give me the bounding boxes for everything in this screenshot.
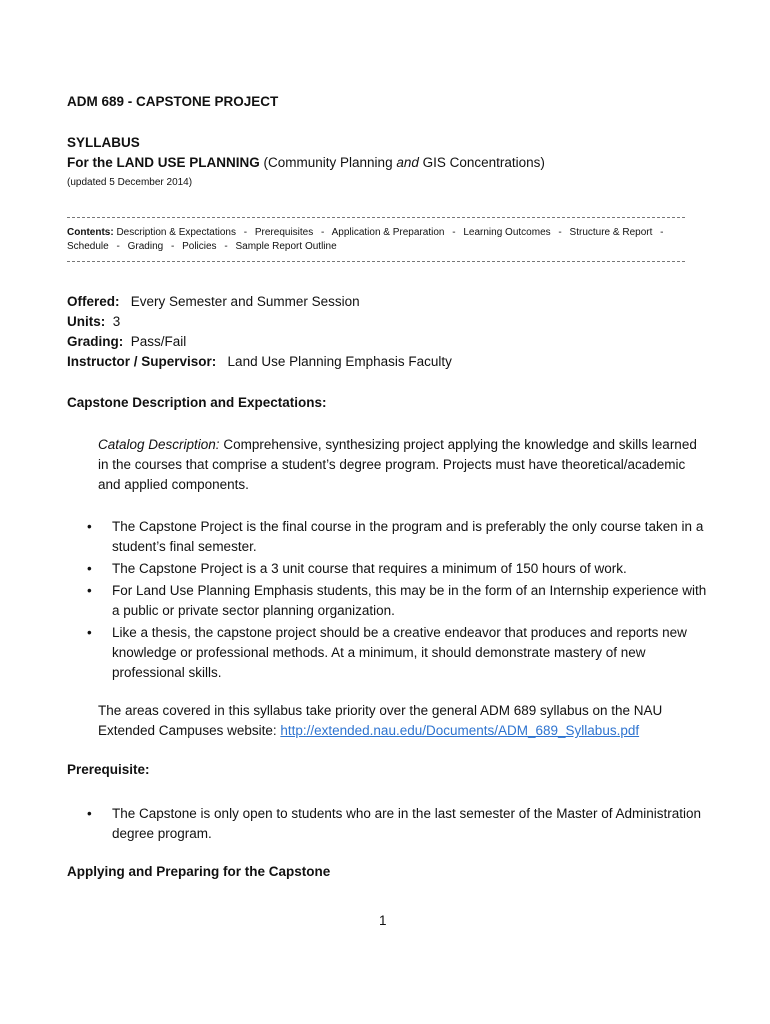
updated-date: (updated 5 December 2014) — [67, 177, 193, 188]
bullet-icon: • — [87, 519, 92, 534]
course-title: ADM 689 - CAPSTONE PROJECT — [67, 94, 279, 109]
bullet-icon: • — [87, 806, 92, 821]
bullet-icon: • — [87, 561, 92, 576]
contents-link[interactable]: Structure & Report — [569, 227, 653, 238]
grading-label: Grading: — [67, 334, 124, 349]
list-item: • Like a thesis, the capstone project should be a creative endeavor that produces and reports new knowledge or professional methods. At a minimum, it should demonstrate mastery of new professional skills. — [87, 625, 687, 680]
description-bullets — [87, 517, 707, 685]
contents-separator: - — [660, 227, 664, 238]
units-value: 3 — [112, 314, 121, 329]
contents-separator: - — [116, 241, 120, 252]
contents-separator: - — [452, 227, 456, 238]
instructor-label: Instructor / Supervisor: — [67, 354, 217, 369]
offered-label: Offered: — [67, 294, 120, 309]
divider-bottom — [67, 261, 685, 262]
contents-link[interactable]: Learning Outcomes — [463, 227, 551, 238]
for-and: and — [396, 155, 419, 170]
catalog-description — [98, 435, 698, 495]
contents-link[interactable]: Sample Report Outline — [235, 241, 337, 252]
contents-nav — [67, 226, 692, 254]
for-prefix: For the LAND USE PLANNING — [67, 155, 260, 170]
contents-separator: - — [224, 241, 228, 252]
description-heading: Capstone Description and Expectations: — [67, 395, 327, 410]
for-paren-open: (Community Planning — [259, 155, 397, 170]
contents-link[interactable]: Prerequisites — [254, 227, 314, 238]
list-item: • For Land Use Planning Emphasis students, this may be in the form of an Internship experience with a public or private sector planning organization. — [87, 583, 707, 618]
for-paren-close: GIS Concentrations) — [418, 155, 545, 170]
bullet-icon: • — [87, 583, 92, 598]
catalog-text: Comprehensive, synthesizing project applying the knowledge and skills learned in the courses that comprise a student’s degree program. Projects must have theoretical/academic and applied components. — [98, 437, 697, 492]
grading-row — [67, 334, 186, 349]
list-item: • The Capstone Project is a 3 unit course that requires a minimum of 150 hours of work. — [87, 559, 707, 579]
contents-link[interactable]: Policies — [182, 241, 217, 252]
contents-items — [67, 227, 668, 252]
contents-separator: - — [558, 227, 562, 238]
units-row — [67, 314, 120, 329]
instructor-value: Land Use Planning Emphasis Faculty — [227, 354, 452, 369]
areas-text: The areas covered in this syllabus take priority over the general ADM 689 syllabus on the NAU Extended Campuses website: — [98, 703, 663, 738]
prerequisite-bullets — [87, 804, 707, 846]
syllabus-priority-note — [98, 701, 698, 741]
contents-separator: - — [321, 227, 325, 238]
offered-row — [67, 294, 360, 309]
prerequisite-heading: Prerequisite: — [67, 762, 150, 777]
applying-heading: Applying and Preparing for the Capstone — [67, 864, 331, 879]
syllabus-link[interactable]: http://extended.nau.edu/Documents/ADM_689_Syllabus.pdf — [280, 723, 640, 738]
syllabus-label: SYLLABUS — [67, 135, 140, 150]
list-item: • The Capstone is only open to students who are in the last semester of the Master of Administration degree program. — [87, 806, 702, 841]
units-label: Units: — [67, 314, 106, 329]
offered-value: Every Semester and Summer Session — [130, 294, 360, 309]
contents-label: Contents: — [67, 227, 114, 238]
page-number: 1 — [379, 913, 387, 928]
divider-top — [67, 217, 685, 218]
catalog-label: Catalog Description: — [98, 437, 220, 452]
bullet-icon: • — [87, 625, 92, 640]
contents-link[interactable]: Grading — [127, 241, 164, 252]
contents-link[interactable]: Description & Expectations — [116, 227, 236, 238]
instructor-row — [67, 354, 452, 369]
contents-separator: - — [170, 241, 175, 252]
contents-link[interactable]: Application & Preparation — [331, 227, 445, 238]
contents-link[interactable]: Schedule — [67, 241, 109, 252]
list-item: • The Capstone Project is the final course in the program and is preferably the only course taken in a student’s final semester. — [87, 519, 704, 554]
grading-value: Pass/Fail — [130, 334, 187, 349]
contents-separator: - — [243, 227, 248, 238]
concentration-line — [67, 155, 545, 170]
